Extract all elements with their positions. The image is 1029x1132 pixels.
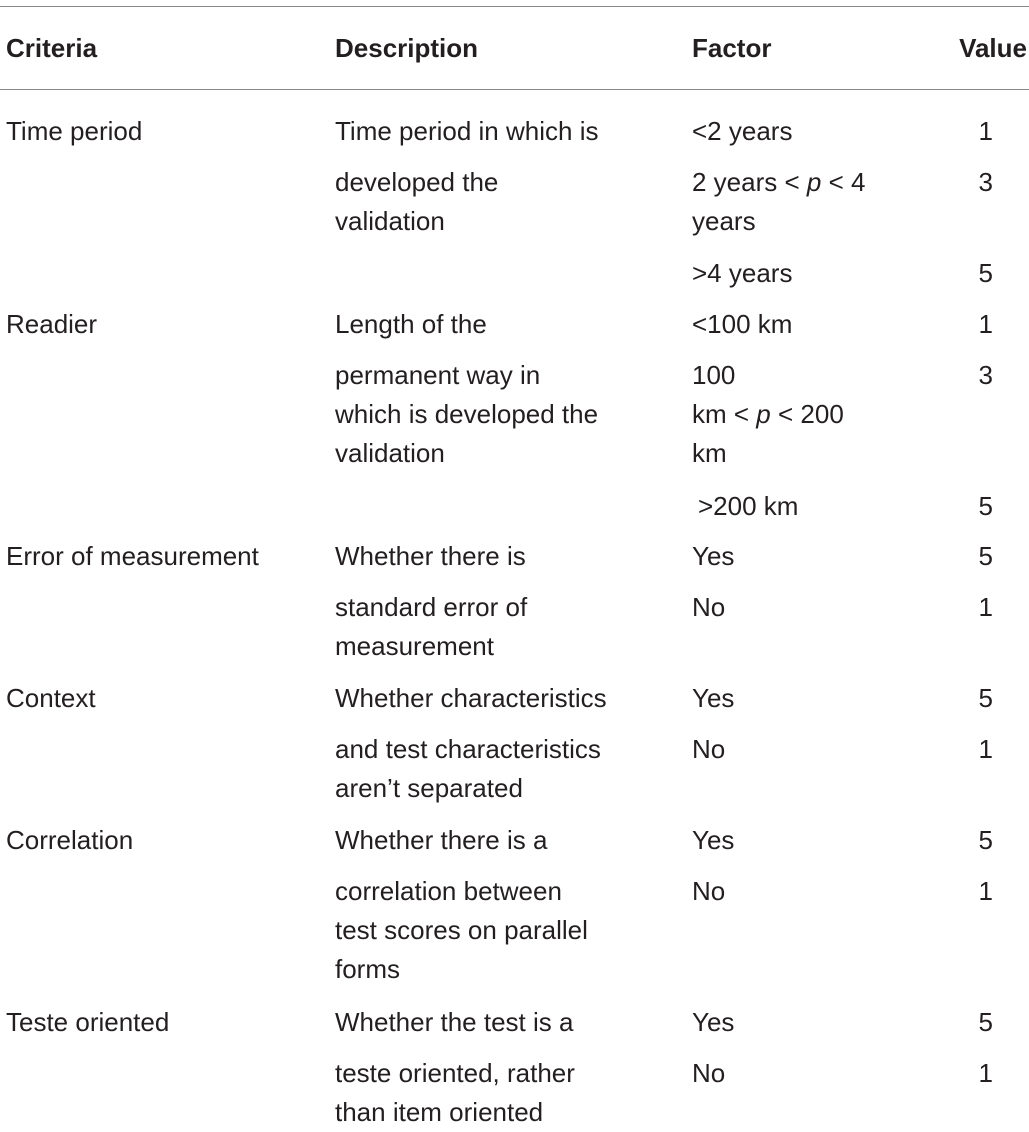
factor-cell: No <box>692 1058 726 1088</box>
description-line: Whether there is a <box>335 825 548 855</box>
criteria-cell: Time period <box>6 116 143 146</box>
factor-cell: >4 years <box>692 258 793 288</box>
description-line: and test characteristics <box>335 734 601 764</box>
criteria-cell: Error of measurement <box>6 541 259 571</box>
value-cell: 1 <box>978 116 993 146</box>
description-line: permanent way in <box>335 360 541 390</box>
description-line: developed the <box>335 167 499 197</box>
factor-cell: years <box>692 206 756 236</box>
value-cell: 1 <box>978 876 993 906</box>
factor-cell: km < p < 200 <box>692 399 844 429</box>
factor-cell: Yes <box>692 1007 735 1037</box>
description-line: which is developed the <box>335 399 599 429</box>
value-cell: 5 <box>978 491 993 521</box>
criteria-cell: Correlation <box>6 825 134 855</box>
description-line: standard error of <box>335 592 528 622</box>
factor-cell: >200 km <box>698 491 799 521</box>
factor-cell: Yes <box>692 541 735 571</box>
factor-cell: No <box>692 592 726 622</box>
description-line: teste oriented, rather <box>335 1058 575 1088</box>
description-line: correlation between <box>335 876 562 906</box>
criteria-cell: Teste oriented <box>6 1007 170 1037</box>
header-description: Description <box>335 33 479 63</box>
value-cell: 3 <box>978 167 993 197</box>
top-rule <box>0 6 1029 7</box>
description-line: aren’t separated <box>335 773 523 803</box>
value-cell: 5 <box>978 1007 993 1037</box>
value-cell: 1 <box>978 309 993 339</box>
header-criteria: Criteria <box>6 33 98 63</box>
description-line: test scores on parallel <box>335 915 588 945</box>
description-line: forms <box>335 954 400 984</box>
header-factor: Factor <box>692 33 772 63</box>
description-line: measurement <box>335 631 494 661</box>
value-cell: 1 <box>978 1058 993 1088</box>
factor-cell: <100 km <box>692 309 793 339</box>
header-value: Value <box>959 33 1027 63</box>
description-line: validation <box>335 438 445 468</box>
description-line: than item oriented <box>335 1097 544 1127</box>
description-line: Whether the test is a <box>335 1007 574 1037</box>
value-cell: 5 <box>978 683 993 713</box>
value-cell: 3 <box>978 360 993 390</box>
value-cell: 1 <box>978 592 993 622</box>
factor-cell: Yes <box>692 683 735 713</box>
factor-cell: Yes <box>692 825 735 855</box>
criteria-cell: Readier <box>6 309 98 339</box>
factor-cell: No <box>692 734 726 764</box>
description-line: validation <box>335 206 445 236</box>
header-rule <box>0 89 1029 90</box>
criteria-cell: Context <box>6 683 96 713</box>
value-cell: 5 <box>978 541 993 571</box>
value-cell: 5 <box>978 825 993 855</box>
description-line: Length of the <box>335 309 487 339</box>
description-line: Whether there is <box>335 541 526 571</box>
factor-cell: <2 years <box>692 116 793 146</box>
value-cell: 5 <box>978 258 993 288</box>
factor-cell: km <box>692 438 727 468</box>
description-line: Whether characteristics <box>335 683 607 713</box>
description-line: Time period in which is <box>335 116 599 146</box>
factor-cell: 100 <box>692 360 736 390</box>
factor-cell: No <box>692 876 726 906</box>
factor-cell: 2 years < p < 4 <box>692 167 866 197</box>
value-cell: 1 <box>978 734 993 764</box>
